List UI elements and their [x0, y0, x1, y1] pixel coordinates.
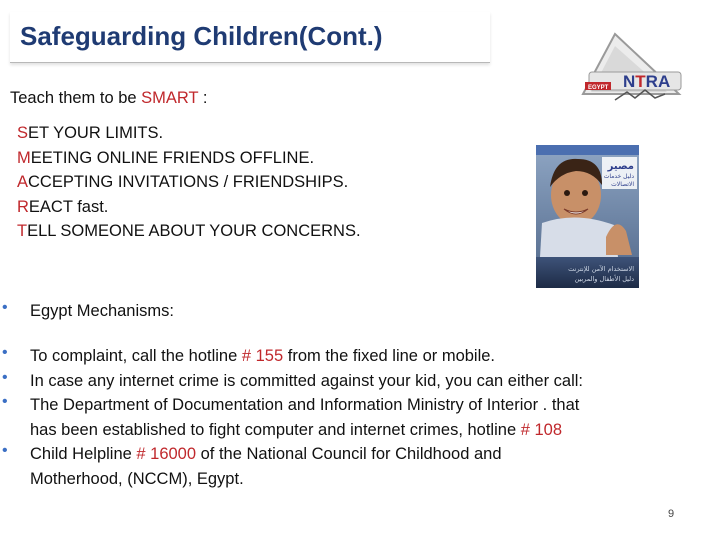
mechanisms-heading: Egypt Mechanisms:	[30, 302, 174, 320]
smart-text: ET YOUR LIMITS.	[28, 124, 164, 142]
smart-item	[17, 195, 361, 220]
smart-item	[17, 170, 361, 195]
bullet-icon: •	[2, 344, 8, 361]
title-bar	[10, 12, 490, 63]
bullet-text	[30, 442, 690, 491]
bullet-text-pre: To complaint, call the hotline	[30, 347, 242, 365]
bullet-icon: •	[2, 393, 8, 410]
smart-list	[17, 121, 361, 244]
bullet-text	[30, 344, 690, 369]
photo-arabic-caption1: الاستخدام الآمن للإنترنت	[568, 265, 634, 273]
page-number: 9	[668, 508, 675, 520]
bullet-text-pre: Child Helpline	[30, 445, 137, 463]
bullet-text	[30, 393, 690, 442]
svg-text:EGYPT: EGYPT	[588, 85, 609, 91]
hotline-155: # 155	[241, 347, 284, 365]
ntra-logo	[575, 32, 685, 104]
bullet-icon: •	[2, 369, 8, 386]
bullet-text-post: of the National Council for Childhood and	[196, 445, 502, 463]
page-title: Safeguarding Children(Cont.)	[20, 21, 383, 51]
bullet-text-line2: Motherhood, (NCCM), Egypt.	[30, 469, 244, 488]
smart-letter: R	[17, 197, 29, 216]
smart-letter: S	[17, 124, 29, 142]
smart-text: EACT fast.	[28, 197, 109, 216]
bullet-text-post: from the fixed line or mobile.	[283, 347, 496, 365]
intro-prefix: Teach them to be	[10, 89, 142, 107]
photo-arabic-caption2: دليل الأطفال والمربين	[574, 275, 634, 283]
smart-letter: T	[17, 222, 28, 240]
intro-highlight: SMART	[141, 89, 199, 107]
smart-text: EETING ONLINE FRIENDS OFFLINE.	[30, 148, 315, 167]
photo-arabic-title: مصير	[607, 161, 634, 172]
intro-suffix: :	[198, 89, 208, 107]
bullet-icon: •	[2, 442, 8, 459]
smart-letter: A	[17, 173, 29, 191]
bullet-text-line1: The Department of Documentation and Information Ministry of Interior . that	[30, 396, 580, 414]
smart-letter: M	[17, 148, 31, 167]
photo-arabic-sub1: دليل خدمات	[603, 173, 634, 180]
hotline-108: # 108	[520, 420, 563, 439]
bullet-text-line2: has been established to fight computer and internet crimes, hotline	[30, 420, 521, 439]
smart-item	[17, 219, 361, 244]
bullet-text: In case any internet crime is committed against your kid, you can either call:	[30, 372, 583, 390]
svg-text:NTRA: NTRA	[623, 72, 671, 91]
smart-item	[17, 146, 361, 171]
photo-arabic-sub2: الاتصالات	[611, 181, 634, 188]
smart-text: ELL SOMEONE ABOUT YOUR CONCERNS.	[27, 222, 361, 240]
bullet-icon: •	[2, 299, 8, 316]
hotline-16000: # 16000	[136, 445, 197, 463]
smart-item	[17, 121, 361, 146]
smart-intro	[10, 89, 208, 108]
child-photo-image	[536, 145, 639, 288]
smart-text: CCEPTING INVITATIONS / FRIENDSHIPS.	[28, 173, 349, 191]
